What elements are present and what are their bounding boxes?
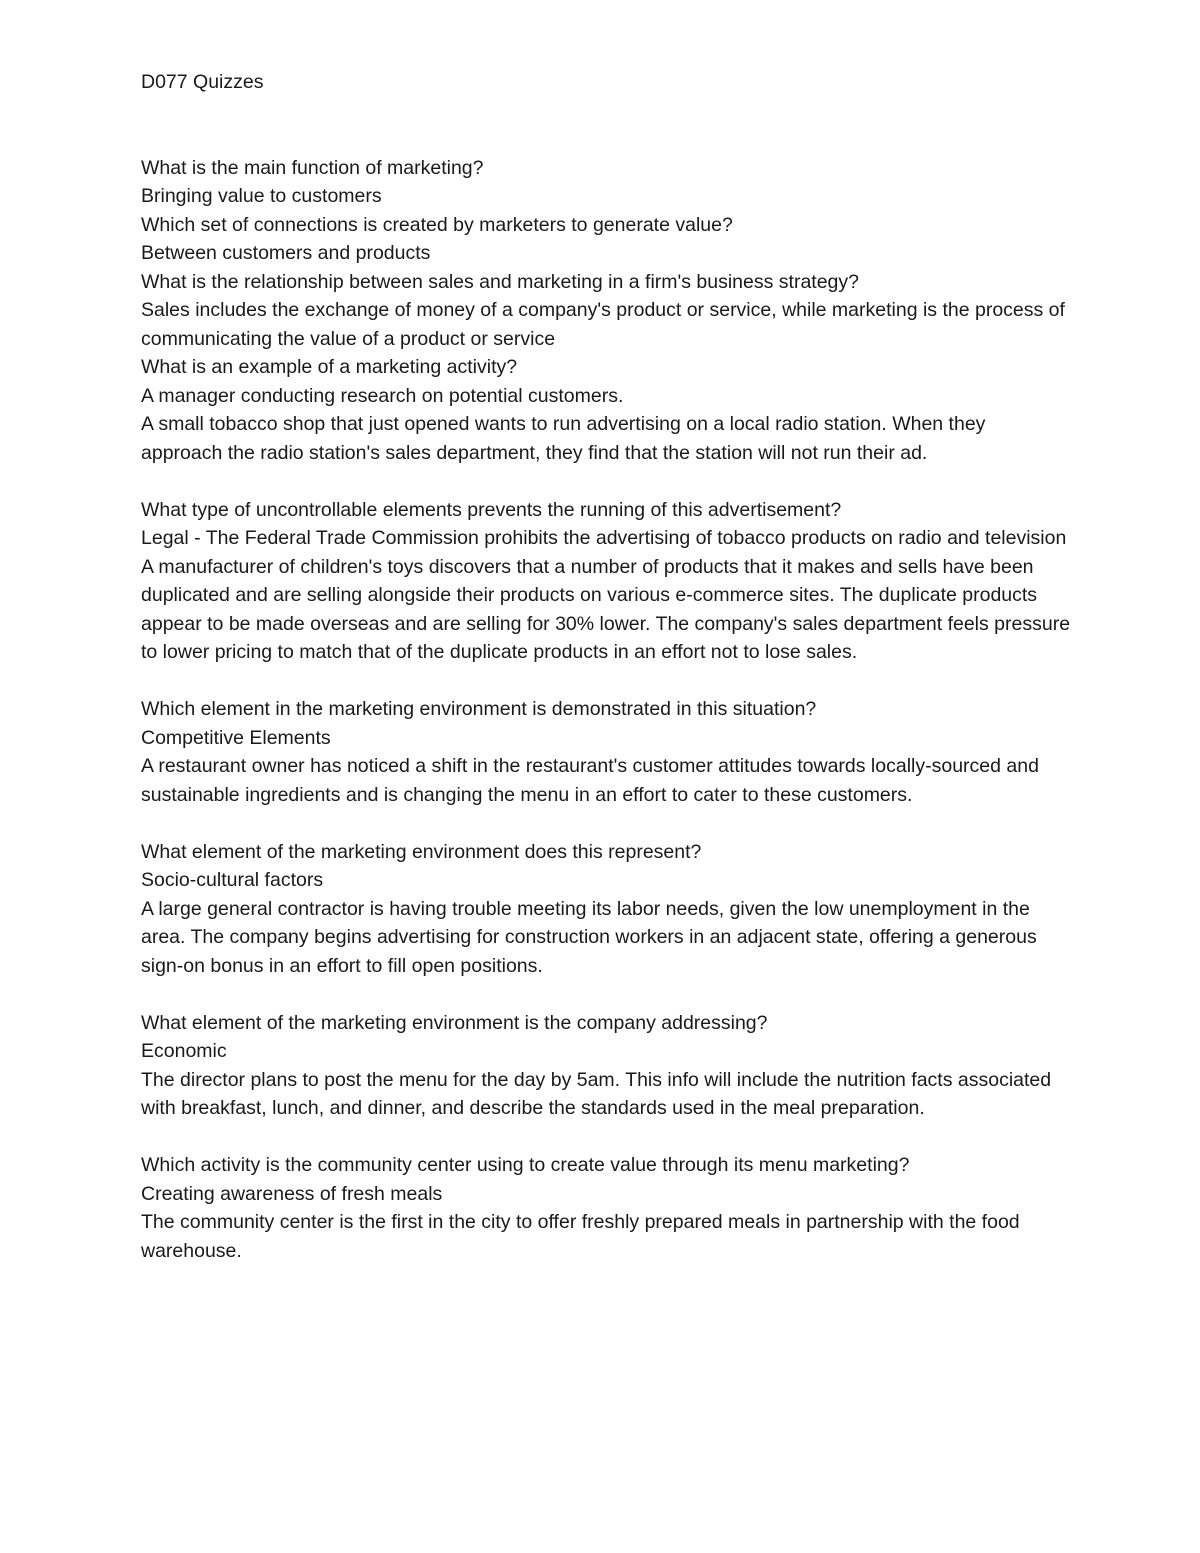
answer-text: Creating awareness of fresh meals <box>141 1182 443 1205</box>
scenario-text: A restaurant owner has noticed a shift in the restaurant's customer attitudes towards locally-sourced and sustainable ingredients and is changing the menu in an effort to cater to these customers. <box>141 755 1039 806</box>
scenario-text: The director plans to post the menu for the day by 5am. This info will include the nutrition facts associated with breakfast, lunch, and dinner, and describe the standards used in the meal preparation. <box>141 1068 1052 1119</box>
document-title: D077 Quizzes <box>141 71 264 93</box>
answer-text: Sales includes the exchange of money of a company's product or service, while marketing is the process of communicating the value of a product or service <box>141 299 1065 350</box>
question-text: What is the main function of marketing? <box>141 156 484 179</box>
answer-text: Bringing value to customers <box>141 185 382 207</box>
question-text: Which element in the marketing environment is demonstrated in this situation? <box>141 698 817 720</box>
document-body <box>141 68 1071 1265</box>
paragraph-gap <box>141 667 1071 696</box>
answer-text: Competitive Elements <box>141 726 331 749</box>
answer-text: Between customers and products <box>141 242 431 264</box>
scenario-text: A manufacturer of children's toys discovers that a number of products that it makes and sells have been duplicated and are selling alongside their products on various e-commerce sites. The duplicate products appear to be made overseas and are selling for 30% lower. The company's sales department feels pressure to lower pricing to match that of the duplicate products in an effort not to lose sales. <box>141 555 1071 663</box>
scenario-text: A small tobacco shop that just opened wants to run advertising on a local radio station. When they approach the radio station's sales department, they find that the station will not run their ad. <box>141 413 986 464</box>
question-text: What is the relationship between sales and marketing in a firm's business strategy? <box>141 270 859 293</box>
answer-text: Legal - The Federal Trade Commission prohibits the advertising of tobacco products on radio and television <box>141 527 1067 549</box>
question-text: What element of the marketing environment does this represent? <box>141 840 702 863</box>
answer-text: Economic <box>141 1040 227 1062</box>
answer-text: A manager conducting research on potential customers. <box>141 384 624 407</box>
paragraph-gap <box>141 467 1071 496</box>
question-text: What type of uncontrollable elements prevents the running of this advertisement? <box>141 498 842 521</box>
scenario-text: A large general contractor is having trouble meeting its labor needs, given the low unemployment in the area. The company begins advertising for construction workers in an adjacent state, offering a generous sign-on bonus in an effort to fill open positions. <box>141 897 1037 977</box>
answer-text: Socio-cultural factors <box>141 869 324 891</box>
scenario-text: The community center is the first in the city to offer freshly prepared meals in partnership with the food warehouse. <box>141 1211 1020 1262</box>
paragraph-gap <box>141 809 1071 838</box>
question-text: What element of the marketing environment is the company addressing? <box>141 1011 768 1034</box>
question-text: What is an example of a marketing activity? <box>141 356 518 378</box>
paragraph-gap <box>141 980 1071 1009</box>
question-text: Which activity is the community center using to create value through its menu marketing? <box>141 1154 910 1176</box>
paragraph-gap <box>141 1123 1071 1152</box>
question-text: Which set of connections is created by marketers to generate value? <box>141 213 733 236</box>
